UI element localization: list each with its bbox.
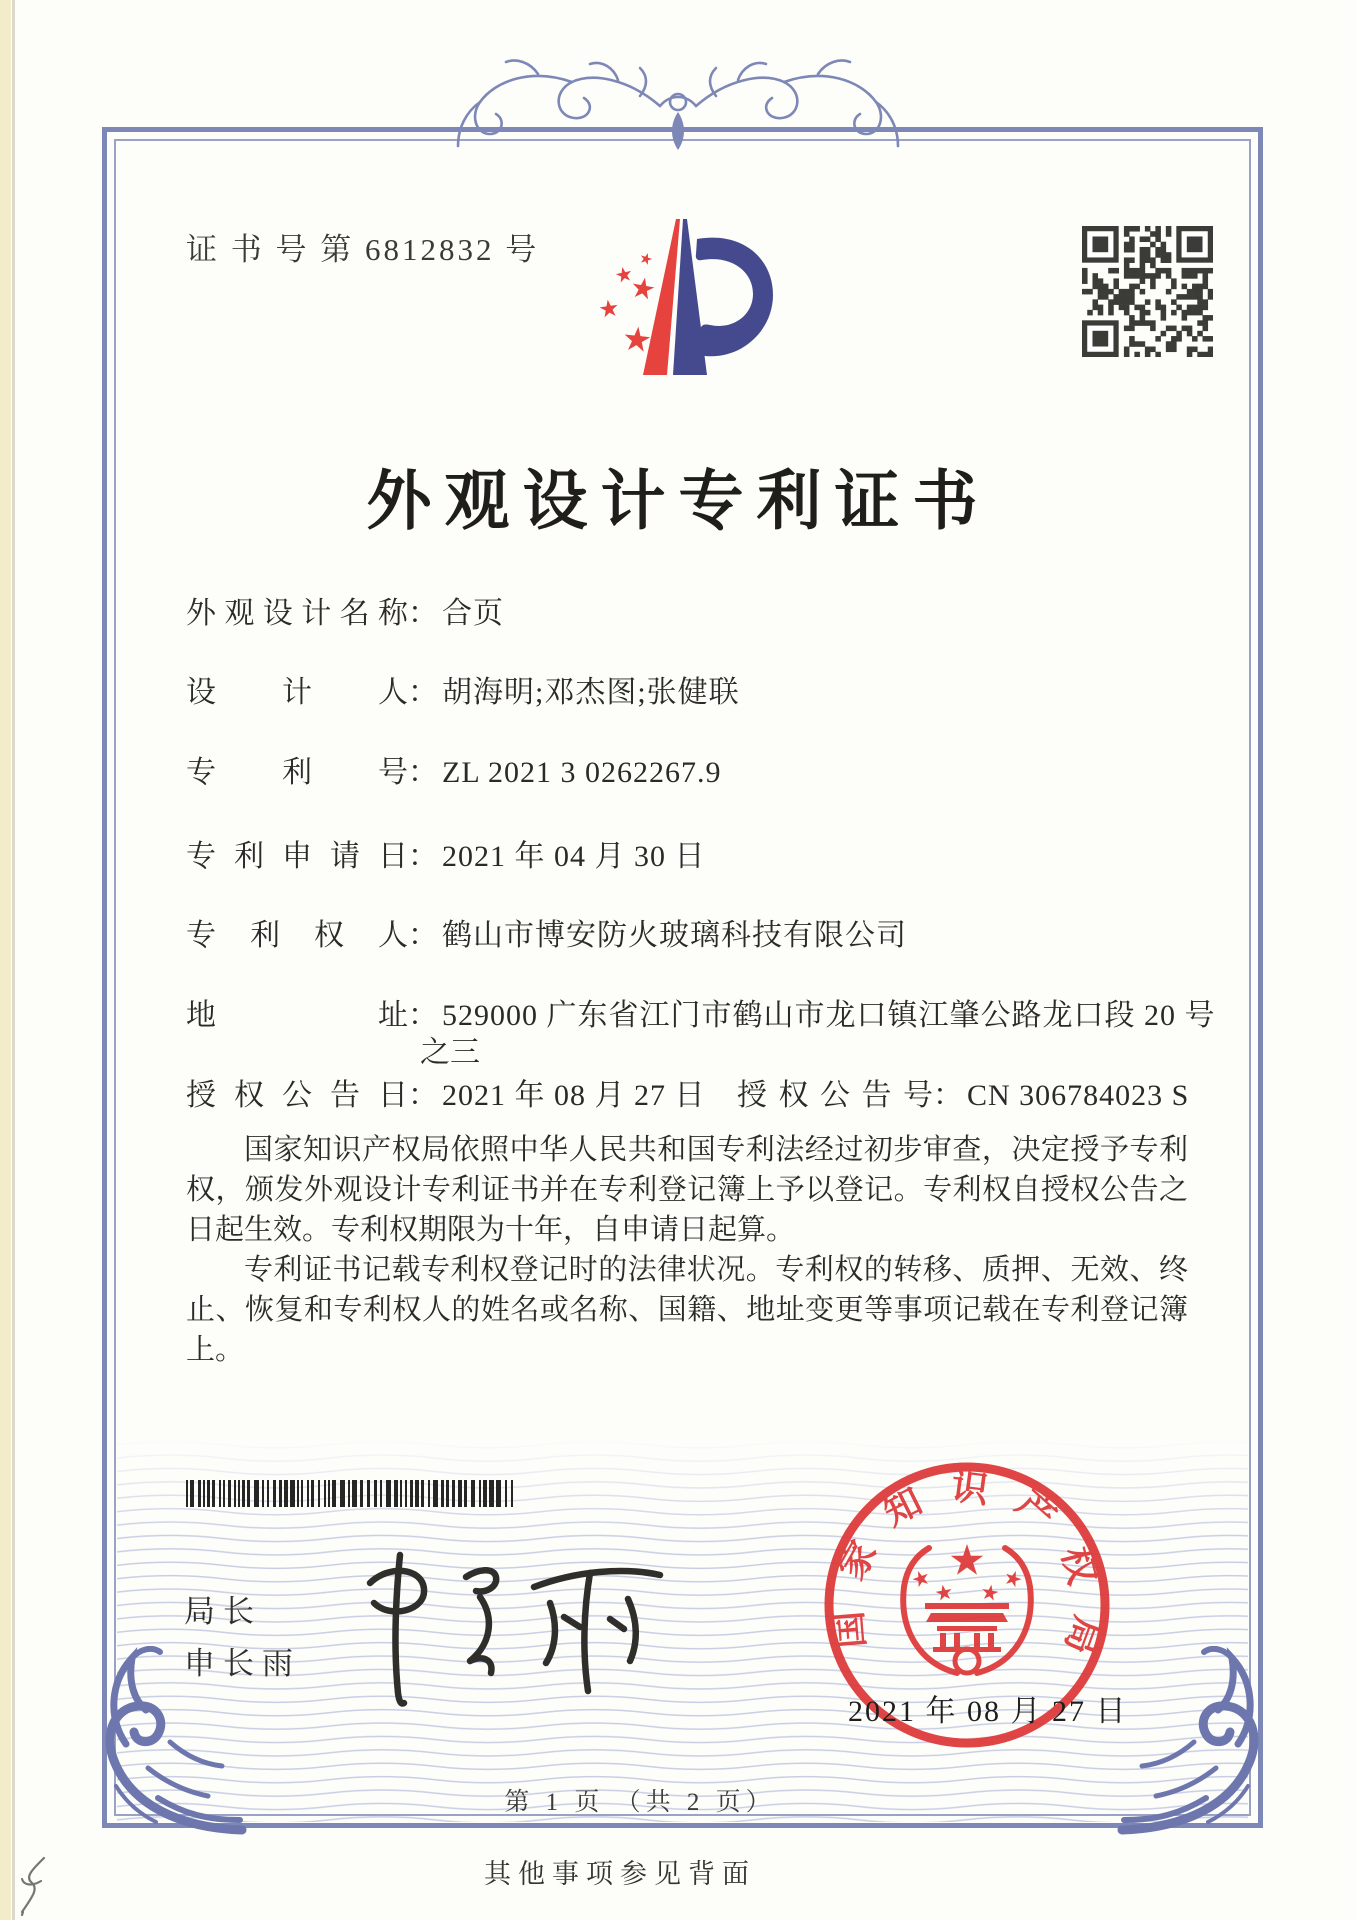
legal-paragraph-2: 专利证书记载专利权登记时的法律状况。专利权的转移、质押、无效、终止、恢复和专利权人的姓名或名称、国籍、地址变更等事项记载在专利登记簿上。 xyxy=(186,1254,1188,1366)
cnipa-logo-icon xyxy=(585,213,790,388)
back-side-note: 其他事项参见背面 xyxy=(484,1859,756,1889)
field-row-address: 地址 ： 529000 广东省江门市鹤山市龙口镇江肇公路龙口段 20 号 xyxy=(186,997,1216,1035)
field-label: 外观设计名称 xyxy=(186,597,408,630)
field-label: 专利号 xyxy=(186,756,408,789)
field-value: 胡海明;邓杰图;张健联 xyxy=(442,676,740,709)
qr-code-icon xyxy=(1082,226,1213,357)
field-label: 专利权人 xyxy=(186,919,408,952)
field-row-design-name: 外观设计名称 ： 合页 xyxy=(186,595,504,633)
certificate-title: 外观设计专利证书 xyxy=(366,466,991,538)
field-row-patent-number: 专利号 ： ZL 2021 3 0262267.9 xyxy=(186,754,722,792)
commissioner-title: 局长 xyxy=(184,1594,262,1629)
seal-date: 2021 年 08 月 27 日 xyxy=(848,1695,1128,1728)
field-row-patentee: 专利权人 ： 鹤山市博安防火玻璃科技有限公司 xyxy=(186,917,907,955)
certificate-number: 证 书 号 第 6812832 号 xyxy=(186,232,540,267)
barcode-icon xyxy=(186,1480,528,1507)
field-value: 2021 年 04 月 30 日 xyxy=(442,840,706,873)
pen-mark-icon xyxy=(10,1856,56,1916)
field-label: 授权公告日 xyxy=(186,1079,408,1112)
field-value: 529000 广东省江门市鹤山市龙口镇江肇公路龙口段 20 号 xyxy=(442,999,1216,1032)
scan-left-edge xyxy=(0,0,11,1920)
field-label: 地址 xyxy=(186,999,408,1032)
field-address-line2: 之三 xyxy=(420,1036,480,1069)
field-row-filing-date: 专利申请日 ： 2021 年 04 月 30 日 xyxy=(186,838,706,876)
legal-text xyxy=(186,1130,1188,1370)
page-number: 第 1 页 （共 2 页） xyxy=(504,1789,776,1816)
national-emblem-icon xyxy=(903,1544,1031,1673)
field-value: 2021 年 08 月 27 日 xyxy=(442,1079,706,1112)
field-value: 合页 xyxy=(442,597,504,630)
scan-left-edge-line xyxy=(12,0,15,1920)
signature-icon xyxy=(338,1543,673,1715)
bottom-left-flourish-icon xyxy=(86,1646,248,1838)
seal-ring-text: 国家知识产权局 xyxy=(826,1466,1109,1684)
field-row-grant-number: 授权公告号 ： CN 306784023 S xyxy=(737,1077,1189,1115)
field-value: CN 306784023 S xyxy=(967,1079,1190,1112)
bottom-right-flourish-icon xyxy=(1116,1646,1278,1838)
field-row-grant-date: 授权公告日 ： 2021 年 08 月 27 日 xyxy=(186,1077,706,1115)
commissioner-name: 申长雨 xyxy=(184,1646,301,1681)
field-label: 授权公告号 xyxy=(737,1079,933,1112)
field-label: 设计人 xyxy=(186,676,408,709)
top-center-flourish-icon xyxy=(452,44,904,164)
field-value: 鹤山市博安防火玻璃科技有限公司 xyxy=(442,919,907,952)
field-label: 专利申请日 xyxy=(186,840,408,873)
field-value: ZL 2021 3 0262267.9 xyxy=(442,756,722,789)
field-row-designer: 设计人 ： 胡海明;邓杰图;张健联 xyxy=(186,674,740,712)
legal-paragraph-1: 国家知识产权局依照中华人民共和国专利法经过初步审查，决定授予专利权，颁发外观设计专利证书并在专利登记簿上予以登记。专利权自授权公告之日起生效。专利权期限为十年，自申请日起算。 xyxy=(186,1134,1188,1246)
